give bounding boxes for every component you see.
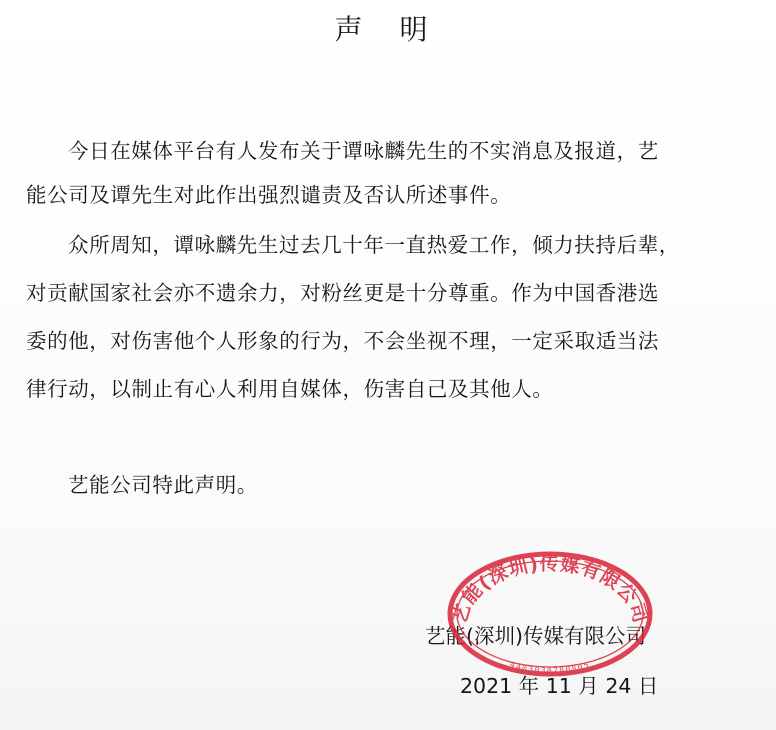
- paragraph-2-line-4: 律行动，以制止有心人利用自媒体，伤害自己及其他人。: [26, 377, 554, 401]
- signature-company: 艺能(深圳)传媒有限公司: [425, 624, 646, 648]
- closing-statement: 艺能公司特此声明。: [68, 473, 258, 497]
- seal-number: 4403030780805: [508, 659, 592, 676]
- company-seal-stamp: [444, 548, 656, 680]
- statement-title: 声 明: [334, 13, 442, 46]
- paragraph-2-line-1: 众所周知，谭咏麟先生过去几十年一直热爱工作，倾力扶持后辈，: [68, 233, 680, 257]
- signature-date: 2021 年 11 月 24 日: [460, 674, 659, 698]
- paragraph-1-line-1: 今日在媒体平台有人发布关于谭咏麟先生的不实消息及报道，艺: [68, 139, 659, 163]
- paragraph-2-line-2: 对贡献国家社会亦不遗余力，对粉丝更是十分尊重。作为中国香港选: [26, 281, 659, 305]
- paragraph-2-line-3: 委的他，对伤害他个人形象的行为，不会坐视不理，一定采取适当法: [26, 329, 659, 353]
- seal-text: 艺能(深圳)传媒有限公司: [448, 552, 652, 627]
- paragraph-1-line-2: 能公司及谭先生对此作出强烈谴责及否认所述事件。: [26, 183, 512, 207]
